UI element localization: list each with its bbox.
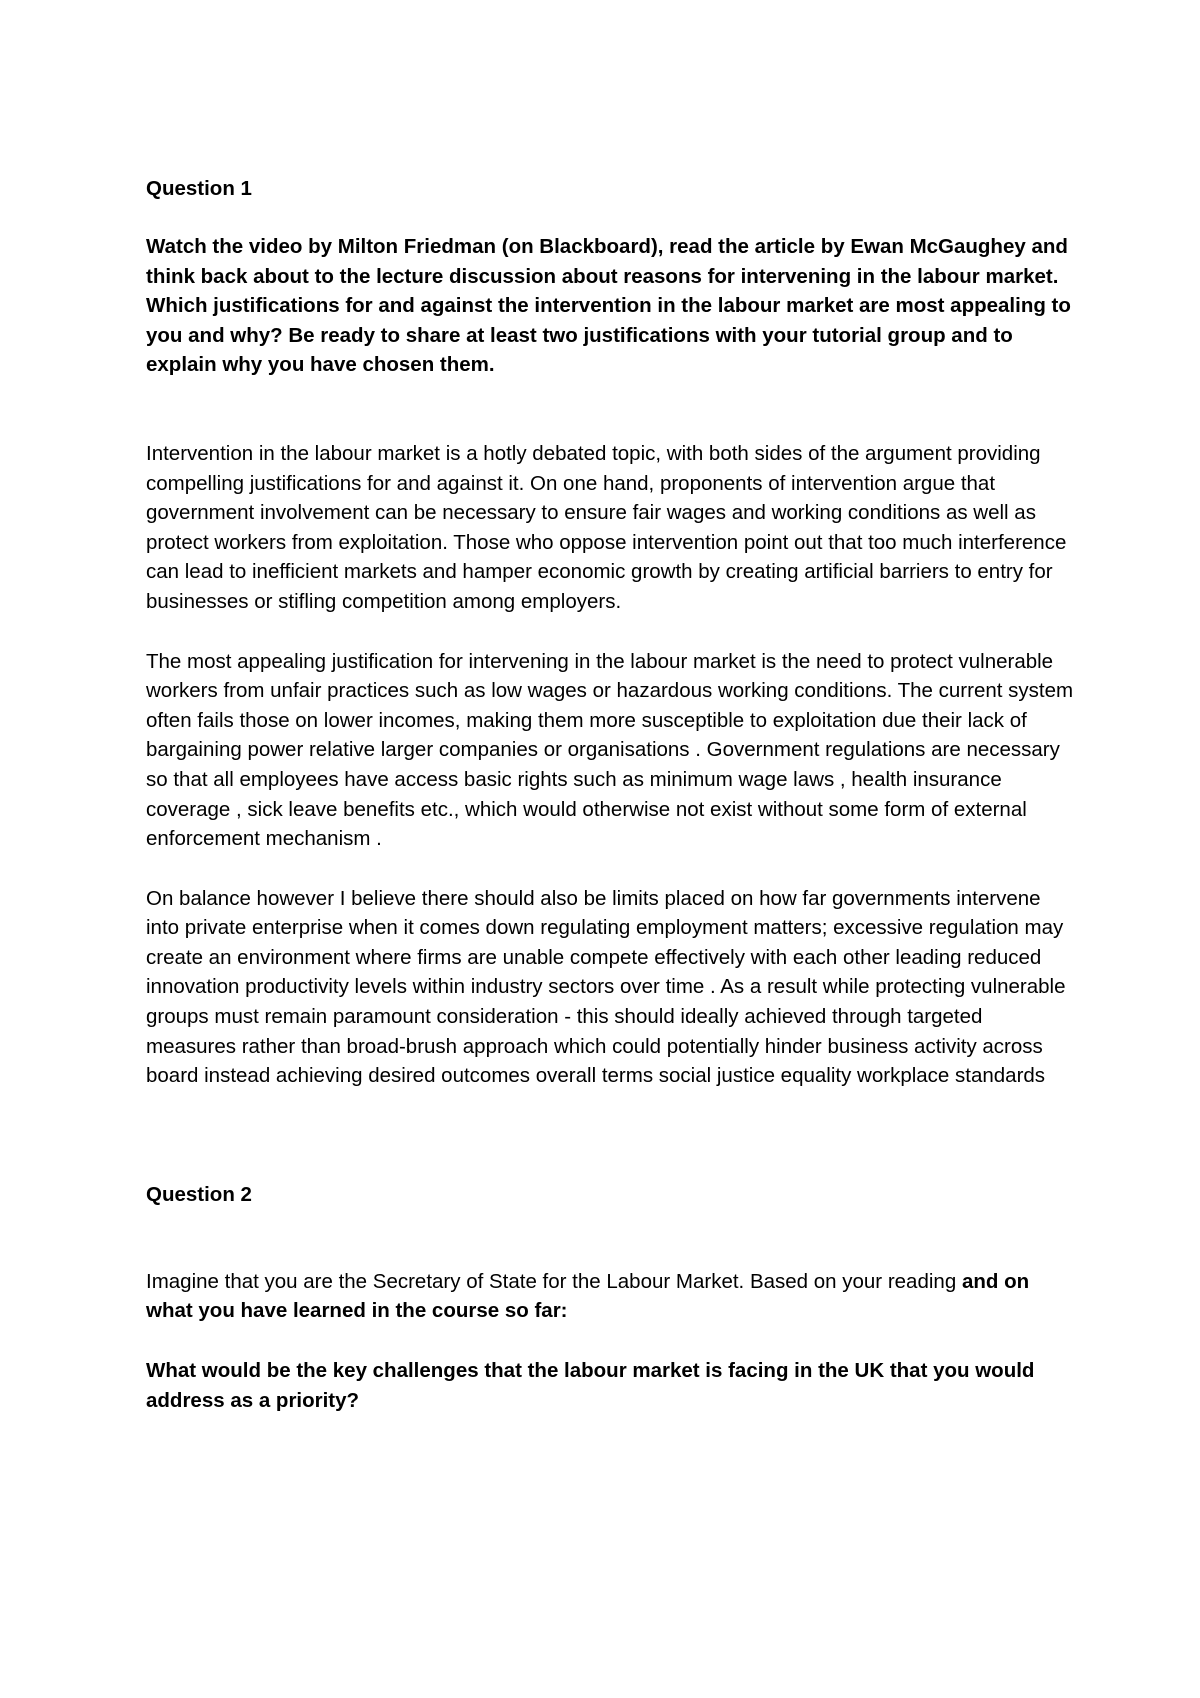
answer-paragraph: The most appealing justification for intervening in the labour market is the need to protect vulnerable workers from unfair practices such as low wages or hazardous working conditions. The current system often fails those on lower incomes, making them more susceptible to exploitation due their lack of bargaining power relative larger companies or organisations . Government regulations are necessary so that all employees have access basic rights such as minimum wage laws , health insurance coverage , sick leave benefits etc., which would otherwise not exist without some form of external enforcement mechanism .: [146, 649, 1074, 851]
question-2-heading: Question 2: [146, 1182, 252, 1206]
question-2-intro-normal: Imagine that you are the Secretary of State for the Labour Market. Based on your reading: [146, 1269, 957, 1293]
document-body: [146, 174, 1076, 1415]
answer-paragraph: On balance however I believe there should also be limits placed on how far governments intervene into private enterprise when it comes down regulating employment matters; excessive regulation may create an environment where firms are unable compete effectively with each other leading reduced innovation productivity levels within industry sectors over time . As a result while protecting vulnerable groups must remain paramount consideration - this should ideally achieved through targeted measures rather than broad-brush approach which could potentially hinder business activity across board instead achieving desired outcomes overall terms social justice equality workplace standards: [146, 886, 1066, 1088]
question-2-intro: [146, 1267, 1076, 1326]
question-1-heading: Question 1: [146, 177, 252, 200]
question-2-intro-bold: and on what you have learned in the course so far:: [146, 1269, 1030, 1323]
question-2-prompt: What would be the key challenges that the labour market is facing in the UK that you would address as a priority?: [146, 1359, 1035, 1412]
answer-paragraph: Intervention in the labour market is a hotly debated topic, with both sides of the argument providing compelling justifications for and against it. On one hand, proponents of intervention argue that government involvement can be necessary to ensure fair wages and working conditions as well as protect workers from exploitation. Those who oppose intervention point out that too much interference can lead to inefficient markets and hamper economic growth by creating artificial barriers to entry for businesses or stifling competition among employers.: [146, 441, 1067, 613]
question-1-prompt: Watch the video by Milton Friedman (on Blackboard), read the article by Ewan McGaughey and think back about to the lecture discussion about reasons for intervening in the labour market. Which justifications for and against the intervention in the labour market are most appealing to you and why? Be ready to share at least two justifications with your tutorial group and to explain why you have chosen them.: [146, 235, 1071, 377]
